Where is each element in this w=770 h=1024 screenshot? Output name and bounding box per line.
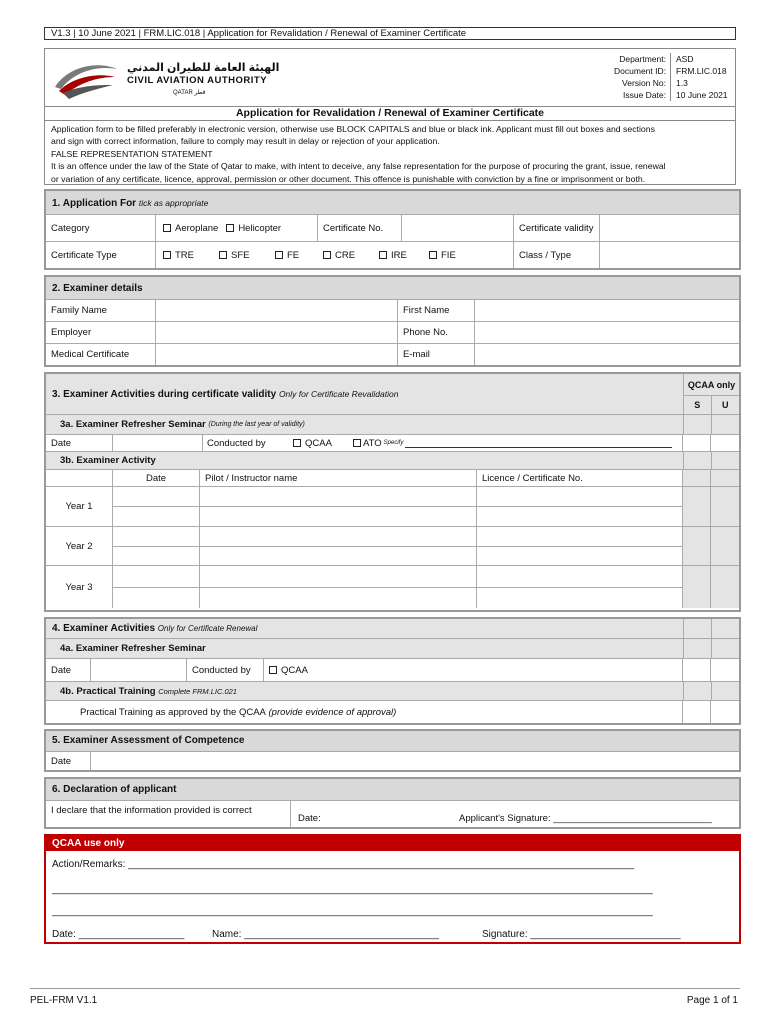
section-examiner-activities-revalidation bbox=[44, 372, 741, 612]
activity-row-year-1 bbox=[46, 487, 739, 527]
year-2-date-a[interactable] bbox=[113, 527, 199, 547]
col-pilot-label: Pilot / Instructor name bbox=[200, 470, 477, 486]
section-2-title: 2. Examiner details bbox=[46, 277, 739, 300]
section-4b-title: 4b. Practical Training bbox=[60, 685, 156, 697]
document-meta bbox=[579, 53, 729, 101]
section-3-title-wrap bbox=[46, 374, 683, 414]
applicant-signature-label: Applicant's Signature: ______________________________ bbox=[459, 813, 712, 824]
category-label: Category bbox=[46, 215, 156, 241]
category-options bbox=[156, 215, 318, 241]
class-type-field[interactable] bbox=[600, 242, 739, 268]
section-3b-title: 3b. Examiner Activity bbox=[60, 455, 156, 466]
section-1-title: 1. Application For bbox=[52, 198, 137, 209]
section-3b-header bbox=[46, 452, 739, 470]
section-4a-header bbox=[46, 639, 739, 659]
email-field[interactable] bbox=[475, 344, 739, 365]
qcaa-label: QCAA bbox=[305, 437, 332, 449]
seminar-row bbox=[46, 435, 739, 452]
assessment-row bbox=[46, 752, 739, 770]
activity-columns bbox=[46, 470, 739, 487]
logo-arabic: الهيئة العامة للطيران المدني bbox=[127, 62, 280, 74]
year-1-licence-a[interactable] bbox=[477, 487, 682, 507]
section-4b-hint: Complete FRM.LIC.021 bbox=[158, 686, 237, 696]
activity-row-year-2 bbox=[46, 527, 739, 566]
practical-training-label: Practical Training as approved by the QCAA bbox=[80, 706, 266, 718]
declaration-row bbox=[46, 801, 739, 827]
sfe-checkbox[interactable] bbox=[219, 251, 227, 259]
intro-line: Application form to be filled preferably in electronic version, otherwise use BLOCK CAPITALS and blue or black ink. Applicant must fill out boxes and sections bbox=[51, 124, 655, 134]
meta-value: 1.3 bbox=[676, 78, 688, 88]
declaration-text: I declare that the information provided is correct bbox=[46, 801, 291, 827]
year-1-licence-b[interactable] bbox=[477, 507, 682, 526]
section-3-header bbox=[46, 374, 739, 415]
section-examiner-details bbox=[44, 275, 741, 367]
fie-label: FIE bbox=[441, 249, 456, 261]
meta-key: Issue Date: bbox=[579, 89, 671, 101]
sfe-label: SFE bbox=[231, 249, 250, 261]
year-2-pilot-a[interactable] bbox=[200, 527, 476, 547]
assessment-date-field[interactable] bbox=[91, 752, 739, 770]
renewal-u-field[interactable] bbox=[711, 659, 739, 681]
cert-type-options bbox=[156, 242, 514, 268]
year-2-date-b[interactable] bbox=[113, 547, 199, 566]
cert-validity-field[interactable] bbox=[600, 215, 739, 241]
cert-no-field[interactable] bbox=[402, 215, 514, 241]
employer-label: Employer bbox=[46, 322, 156, 343]
fie-checkbox[interactable] bbox=[429, 251, 437, 259]
helicopter-checkbox[interactable] bbox=[226, 224, 234, 232]
year-1-date-a[interactable] bbox=[113, 487, 199, 507]
section-3-hint: Only for Certificate Revalidation bbox=[278, 389, 399, 399]
ato-specify-label: Specify bbox=[383, 440, 404, 446]
qcaa-use-only-box bbox=[44, 834, 741, 944]
cre-checkbox[interactable] bbox=[323, 251, 331, 259]
practical-s-field[interactable] bbox=[683, 701, 711, 723]
declaration-sign-area[interactable] bbox=[291, 801, 739, 827]
renewal-date-field[interactable] bbox=[91, 659, 187, 681]
qcaa-remarks-line-2[interactable]: ____________________________________________________________________________________________________________ bbox=[52, 884, 653, 895]
year-1-label: Year 1 bbox=[46, 487, 113, 526]
year-1-pilot-a[interactable] bbox=[200, 487, 476, 507]
section-4a-title: 4a. Examiner Refresher Seminar bbox=[60, 643, 206, 654]
year-1-date-b[interactable] bbox=[113, 507, 199, 526]
meta-key: Department: bbox=[579, 53, 671, 65]
unsatisfactory-label: U bbox=[722, 400, 729, 410]
year-3-date-a[interactable] bbox=[113, 566, 199, 588]
qcaa-s-field[interactable] bbox=[683, 435, 711, 451]
conducted-by-label: Conducted by bbox=[207, 437, 266, 449]
category-row bbox=[46, 215, 739, 242]
meta-value: FRM.LIC.018 bbox=[676, 66, 727, 76]
intro-text bbox=[44, 121, 736, 185]
col-licence-label: Licence / Certificate No. bbox=[477, 470, 683, 486]
ire-checkbox[interactable] bbox=[379, 251, 387, 259]
intro-line: and sign with correct information, failure to comply may result in delay or rejection of your application. bbox=[51, 136, 440, 147]
conducted-by-group bbox=[203, 435, 683, 451]
year-2-licence-a[interactable] bbox=[477, 527, 682, 547]
cert-type-row bbox=[46, 242, 739, 268]
section-6-title: 6. Declaration of applicant bbox=[46, 779, 739, 801]
tre-label: TRE bbox=[175, 249, 194, 261]
year-2-label: Year 2 bbox=[46, 527, 113, 565]
meta-value: ASD bbox=[676, 54, 694, 64]
year-3-date-b[interactable] bbox=[113, 588, 199, 609]
helicopter-label: Helicopter bbox=[238, 222, 282, 234]
ato-specify-field[interactable] bbox=[405, 439, 672, 448]
intro-line: It is an offence under the law of the State of Qatar to make, with intent to deceive, any false representation for the purpose of procuring the grant, issue, renewal bbox=[51, 161, 666, 172]
renewal-seminar-row bbox=[46, 659, 739, 682]
document-topbar: V1.3 | 10 June 2021 | FRM.LIC.018 | Application for Revalidation / Renewal of Examiner Certificate bbox=[44, 27, 736, 40]
section-3a-title: 3a. Examiner Refresher Seminar bbox=[60, 419, 206, 430]
caa-swoosh-icon bbox=[51, 57, 121, 101]
renewal-conducted-label: Conducted by bbox=[187, 659, 264, 681]
name-row bbox=[46, 300, 739, 322]
year-3-licence-b[interactable] bbox=[477, 588, 682, 609]
employer-row bbox=[46, 322, 739, 344]
class-type-label: Class / Type bbox=[514, 242, 600, 268]
phone-label: Phone No. bbox=[398, 322, 475, 343]
assessment-date-label: Date bbox=[46, 752, 91, 770]
satisfactory-label: S bbox=[684, 396, 712, 414]
seminar-date-label: Date bbox=[46, 435, 113, 451]
logo-english: CIVIL AVIATION AUTHORITY bbox=[127, 75, 268, 86]
section-5-title: 5. Examiner Assessment of Competence bbox=[46, 731, 739, 752]
section-4-title: 4. Examiner Activities bbox=[52, 623, 156, 634]
year-3-label: Year 3 bbox=[46, 566, 113, 608]
ato-label: ATO bbox=[363, 437, 382, 449]
medical-field[interactable] bbox=[156, 344, 398, 365]
qcaa-remarks-line[interactable]: Action/Remarks: ___________________________________________________________________________________________ bbox=[52, 859, 635, 870]
section-4-header bbox=[46, 619, 739, 639]
col-date-label: Date bbox=[113, 470, 200, 486]
form-header bbox=[44, 48, 736, 106]
activity-row-year-3 bbox=[46, 566, 739, 608]
section-declaration bbox=[44, 777, 741, 829]
section-1-header bbox=[46, 191, 739, 215]
section-4b-header bbox=[46, 682, 739, 701]
section-4-hint: Only for Certificate Renewal bbox=[157, 624, 258, 633]
medical-row bbox=[46, 344, 739, 365]
fe-checkbox[interactable] bbox=[275, 251, 283, 259]
renewal-qcaa-group bbox=[264, 659, 683, 681]
section-assessment-of-competence bbox=[44, 729, 741, 772]
meta-key: Document ID: bbox=[579, 65, 671, 77]
qcaa-remarks-line-3[interactable]: ____________________________________________________________________________________________________________ bbox=[52, 906, 653, 917]
year-2-licence-b[interactable] bbox=[477, 547, 682, 566]
year-2-pilot-b[interactable] bbox=[200, 547, 476, 566]
family-name-label: Family Name bbox=[46, 300, 156, 321]
first-name-label: First Name bbox=[398, 300, 475, 321]
qcaa-checkbox[interactable] bbox=[293, 439, 301, 447]
section-3a-hint: (During the last year of validity) bbox=[208, 421, 305, 428]
ire-label: IRE bbox=[391, 249, 407, 261]
medical-label: Medical Certificate bbox=[46, 344, 156, 365]
caa-logo bbox=[51, 55, 281, 103]
year-3-licence-a[interactable] bbox=[477, 566, 682, 588]
logo-qatar: QATAR قطر bbox=[173, 90, 206, 96]
year-3-pilot-a[interactable] bbox=[200, 566, 476, 588]
qcaa-only-header bbox=[683, 374, 739, 414]
meta-key: Version No: bbox=[579, 77, 671, 89]
section-1-hint: tick as appropriate bbox=[138, 198, 209, 208]
qcaa-only-label: QCAA only bbox=[684, 374, 739, 396]
cert-type-label: Certificate Type bbox=[46, 242, 156, 268]
qcaa-u-field[interactable] bbox=[711, 435, 739, 451]
tre-checkbox[interactable] bbox=[163, 251, 171, 259]
declaration-date-label: Date: bbox=[298, 813, 321, 824]
qcaa-name-field[interactable]: Name: ___________________________________ bbox=[212, 929, 439, 940]
renewal-s-field[interactable] bbox=[683, 659, 711, 681]
year-1-pilot-b[interactable] bbox=[200, 507, 476, 526]
form-title: Application for Revalidation / Renewal of Examiner Certificate bbox=[44, 106, 736, 121]
practical-training-row bbox=[46, 701, 739, 723]
qcaa-title: QCAA use only bbox=[46, 836, 739, 851]
renewal-date-label: Date bbox=[46, 659, 91, 681]
footer-form-id: PEL-FRM V1.1 bbox=[30, 995, 98, 1006]
cert-no-label: Certificate No. bbox=[318, 215, 402, 241]
employer-field[interactable] bbox=[156, 322, 398, 343]
section-3-title: 3. Examiner Activities during certificate validity bbox=[52, 388, 277, 400]
section-examiner-activities-renewal bbox=[44, 617, 741, 725]
section-application-for bbox=[44, 189, 741, 270]
qcaa-signature-field[interactable]: Signature: ___________________________ bbox=[482, 929, 681, 940]
practical-u-field[interactable] bbox=[711, 701, 739, 723]
first-name-field[interactable] bbox=[475, 300, 739, 321]
meta-value: 10 June 2021 bbox=[676, 90, 728, 100]
page-footer bbox=[30, 988, 740, 1006]
phone-field[interactable] bbox=[475, 322, 739, 343]
qcaa-date-field[interactable]: Date: ___________________ bbox=[52, 929, 185, 940]
email-label: E-mail bbox=[398, 344, 475, 365]
aeroplane-checkbox[interactable] bbox=[163, 224, 171, 232]
footer-page-number: Page 1 of 1 bbox=[686, 995, 738, 1006]
intro-line: or variation of any certificate, licence, approval, permission or other document. This offence is punishable with conviction by a fine or imprisonment or both. bbox=[51, 173, 646, 184]
aeroplane-label: Aeroplane bbox=[175, 222, 219, 234]
cre-label: CRE bbox=[335, 249, 356, 261]
intro-line: FALSE REPRESENTATION STATEMENT bbox=[51, 148, 213, 159]
family-name-field[interactable] bbox=[156, 300, 398, 321]
seminar-date-field[interactable] bbox=[113, 435, 203, 451]
section-3a-header bbox=[46, 415, 739, 435]
renewal-qcaa-label: QCAA bbox=[281, 664, 308, 676]
fe-label: FE bbox=[287, 249, 300, 261]
ato-checkbox[interactable] bbox=[353, 439, 361, 447]
cert-validity-label: Certificate validity bbox=[514, 215, 600, 241]
year-3-pilot-b[interactable] bbox=[200, 588, 476, 609]
renewal-qcaa-checkbox[interactable] bbox=[269, 666, 277, 674]
practical-training-hint: (provide evidence of approval) bbox=[268, 706, 397, 718]
